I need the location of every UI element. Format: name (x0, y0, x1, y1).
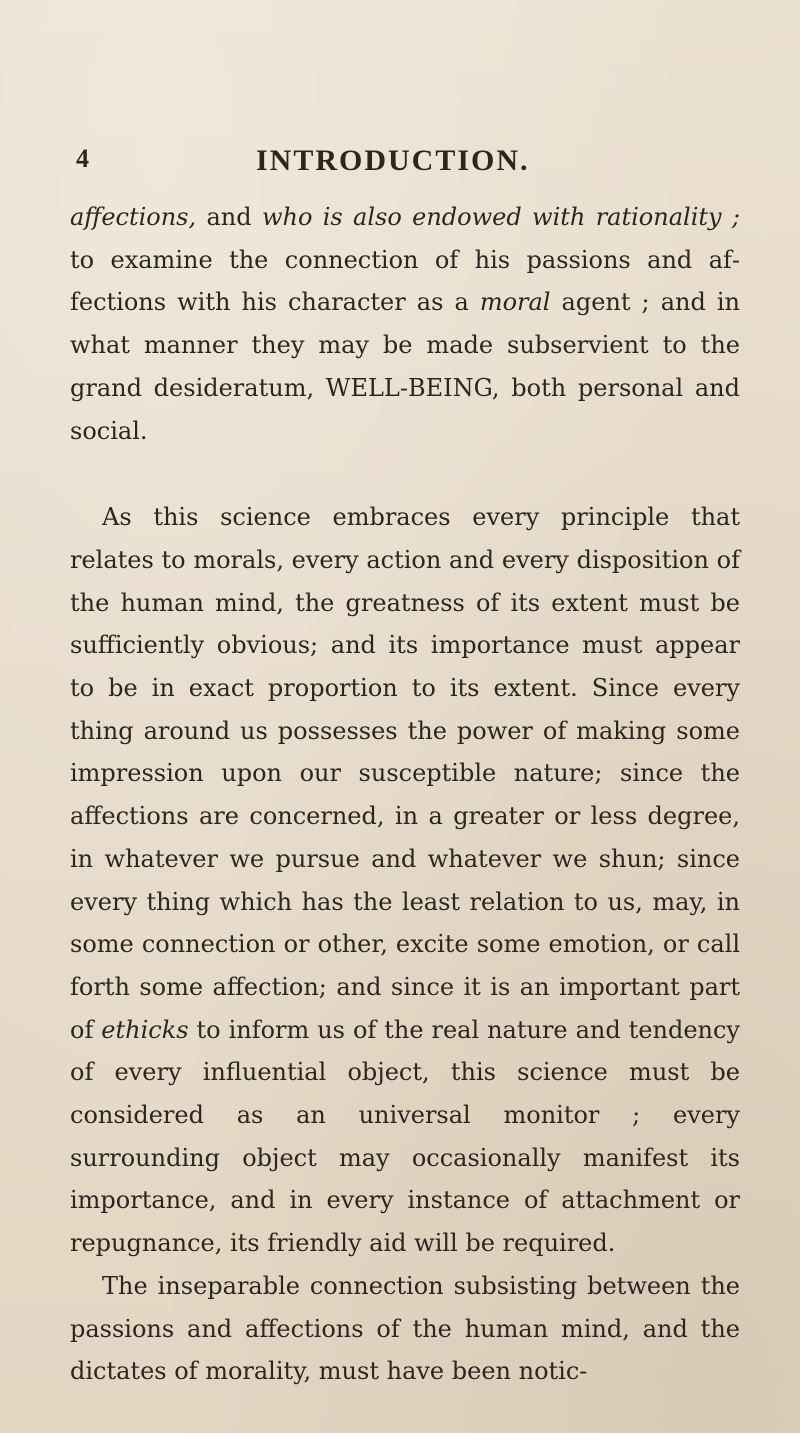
text-span: The inseparable connection subsisting between the passions and affections of the human mind, and the dictates of morality, must have been notic- (70, 1271, 740, 1386)
page-number: 4 (76, 144, 89, 173)
text-span: affections, (70, 203, 197, 231)
body-text (70, 196, 740, 1393)
text-span: As this science embraces every principle that relates to morals, every action and every disposition of the human mind, the greatness of its extent must be sufficiently obvious; and its importance must appear to be in exact proportion to its extent. Since every thing around us possesses the power of making some impression upon our susceptible nature; since the affections are concerned, in a greater or less degree, in whatever we pursue and whatever we shun; since every thing which has the least relation to us, may, in some connection or other, excite some emotion, or call forth some affection; and since it is an important part of (70, 503, 740, 1044)
paragraph-2 (70, 496, 740, 1265)
paragraph-3 (70, 1265, 740, 1393)
paragraph-1 (70, 196, 740, 452)
text-span: to inform us of the real nature and tendency of every influential object, this science must be considered as an universal monitor ; every surrounding object may occasionally manifest its importance, and in every instance of attachment or repugnance, its friendly aid will be required. (70, 1015, 740, 1258)
text-span: ethicks (101, 1015, 189, 1044)
page-header (0, 134, 800, 194)
text-span: who is also endowed with rationality ; (261, 203, 740, 231)
text-span: moral (479, 288, 551, 317)
running-title: INTRODUCTION. (256, 144, 530, 177)
text-span: and (196, 203, 262, 231)
text-span: to examine the connection of his passions and affections with his character as a (70, 245, 740, 317)
text-span: agent ; and in what manner they may be made subservient to the grand desideratum, WELL-BEING, both personal and social. (70, 288, 740, 445)
